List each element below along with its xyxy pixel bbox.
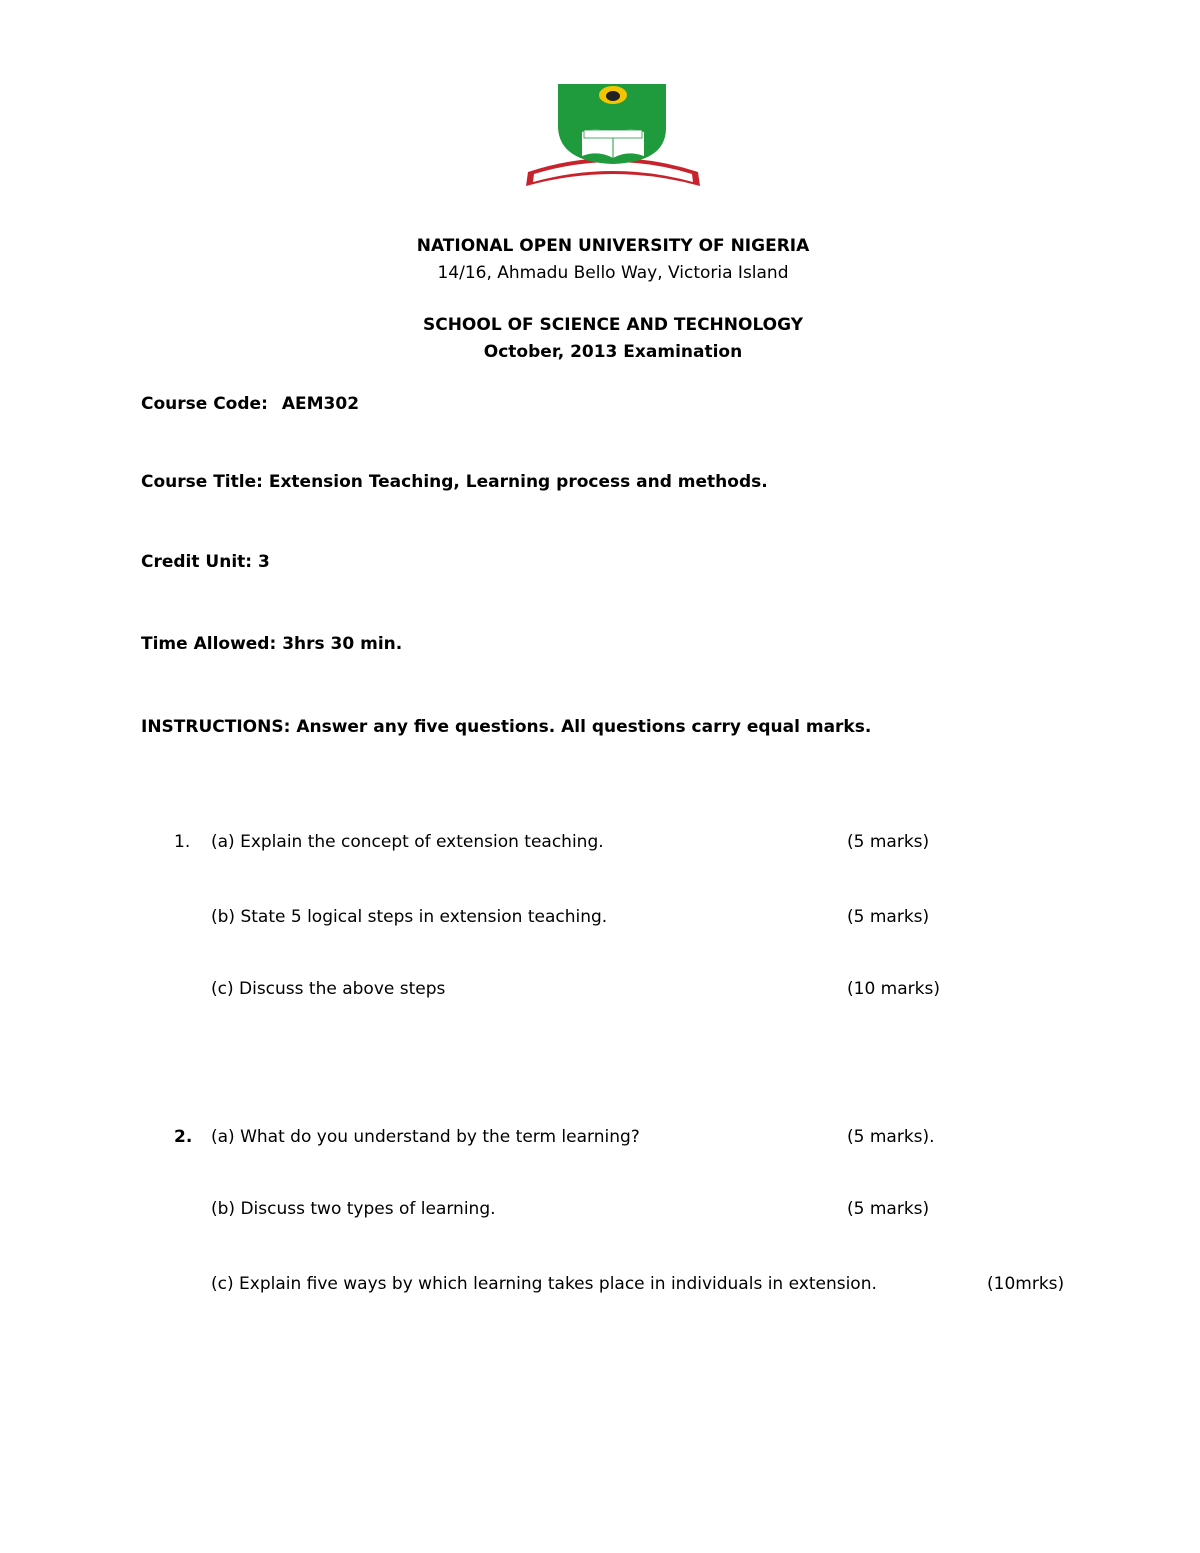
school-name: SCHOOL OF SCIENCE AND TECHNOLOGY xyxy=(422,315,804,335)
question-part: (a) What do you understand by the term learning? xyxy=(211,1127,640,1147)
university-name: NATIONAL OPEN UNIVERSITY OF NIGERIA xyxy=(416,236,810,256)
question-number: 2. xyxy=(174,1127,193,1147)
question-marks: (5 marks) xyxy=(847,832,930,852)
course-title: Course Title: Extension Teaching, Learning process and methods. xyxy=(141,472,768,492)
course-code-value: AEM302 xyxy=(281,394,360,414)
question-marks: (10mrks) xyxy=(987,1274,1065,1294)
question-part: (a) Explain the concept of extension teaching. xyxy=(211,832,604,852)
question-marks: (5 marks) xyxy=(847,1199,930,1219)
question-marks: (5 marks). xyxy=(847,1127,935,1147)
instructions: INSTRUCTIONS: Answer any five questions. All questions carry equal marks. xyxy=(141,717,872,737)
question-number: 1. xyxy=(174,832,191,852)
time-allowed: Time Allowed: 3hrs 30 min. xyxy=(141,634,403,654)
question-part: (b) Discuss two types of learning. xyxy=(211,1199,496,1219)
question-marks: (10 marks) xyxy=(847,979,940,999)
credit-unit: Credit Unit: 3 xyxy=(141,552,270,572)
university-logo xyxy=(524,84,702,192)
question-marks: (5 marks) xyxy=(847,907,930,927)
exam-session: October, 2013 Examination xyxy=(483,342,743,362)
university-address: 14/16, Ahmadu Bello Way, Victoria Island xyxy=(437,263,789,283)
question-part: (c) Discuss the above steps xyxy=(211,979,446,999)
question-part: (c) Explain five ways by which learning takes place in individuals in extension. xyxy=(211,1274,877,1294)
question-part: (b) State 5 logical steps in extension teaching. xyxy=(211,907,608,927)
course-code-label: Course Code: xyxy=(141,394,268,414)
course-code xyxy=(141,393,359,415)
